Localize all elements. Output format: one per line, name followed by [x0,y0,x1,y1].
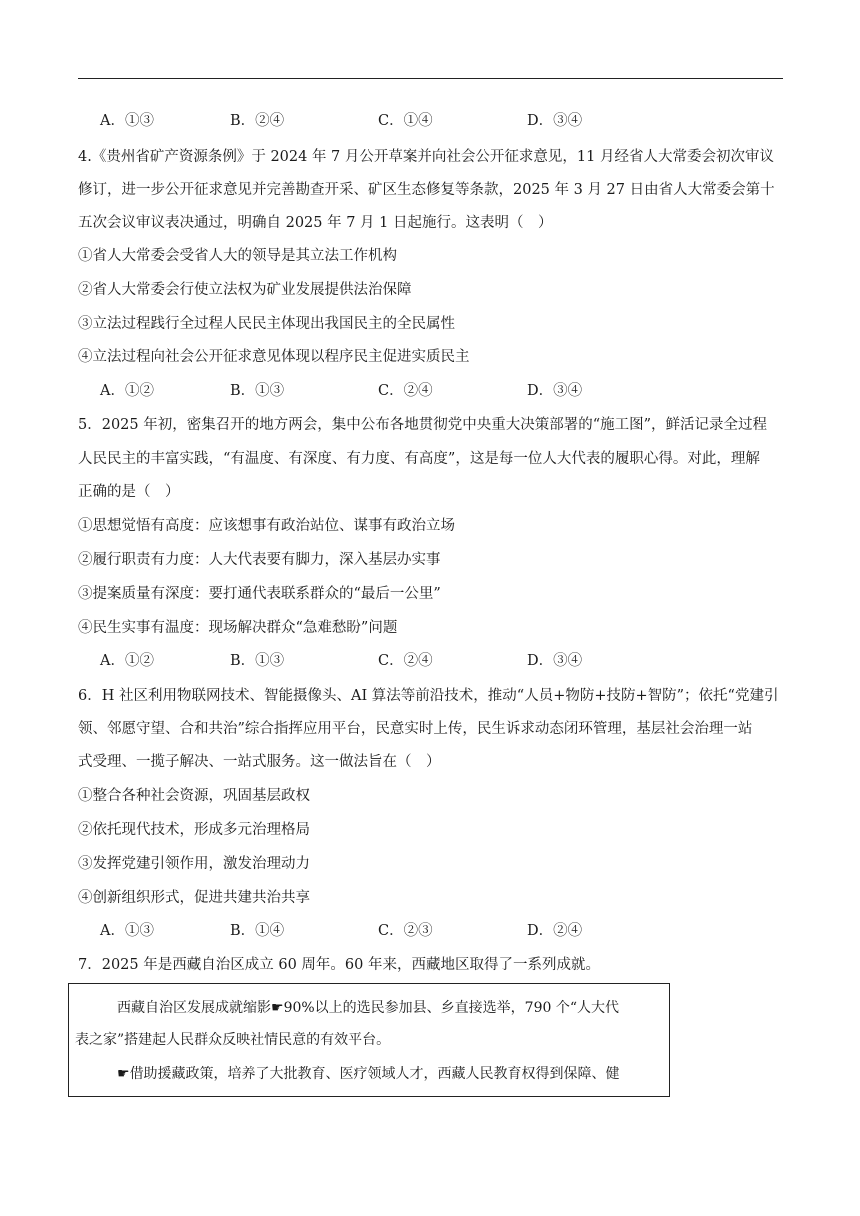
q4-item-4: ④立法过程向社会公开征求意见体现以程序民主促进实质民主 [78,349,470,365]
q6-stem-line-1: 6．H 社区利用物联网技术、智能摄像头、AI 算法等前沿技术，推动“人员+物防+技防+智防”；依托“党建引 [78,688,779,704]
q7-material-box [68,983,670,1097]
pointing-hand-icon: ☛ [271,1000,284,1016]
q6-stem-line-3: 式受理、一揽子解决、一站式服务。这一做法旨在（ ） [78,754,441,770]
q5-stem-line-1: 5．2025 年初，密集召开的地方两会，集中公布各地贯彻党中央重大决策部署的“施工图”，鲜活记录全过程 [78,417,768,433]
q6-option-d[interactable]: D．②④ [527,923,583,939]
q5-option-b[interactable]: B．①③ [230,653,285,669]
q4-option-a[interactable]: A．①② [100,383,154,399]
q5-item-2: ②履行职责有力度：人大代表要有脚力，深入基层办实事 [78,552,441,568]
q4-stem-line-1: 4.《贵州省矿产资源条例》于 2024 年 7 月公开草案并向社会公开征求意见，11 月经省人大常委会初次审议 [78,149,774,165]
q3-option-b[interactable]: B．②④ [230,113,285,129]
q5-stem-line-2: 人民民主的丰富实践，“有温度、有深度、有力度、有高度”，这是每一位人大代表的履职心得。对此，理解 [78,451,760,467]
q6-stem-line-2: 领、邻愿守望、合和共治”综合指挥应用平台，民意实时上传，民生诉求动态闭环管理，基层社会治理一站 [78,721,753,737]
q7-box-text-1: 90%以上的选民参加县、乡直接选举，790 个“人大代 [283,1000,620,1016]
q3-option-d[interactable]: D．③④ [527,113,583,129]
q4-option-d[interactable]: D．③④ [527,383,583,399]
q3-option-a[interactable]: A．①③ [100,113,154,129]
q3-option-c[interactable]: C．①④ [378,113,433,129]
q5-item-1: ①思想觉悟有高度：应该想事有政治站位、谋事有政治立场 [78,518,455,534]
header-rule [78,78,783,79]
q5-stem-line-3: 正确的是（ ） [78,484,180,500]
q5-item-3: ③提案质量有深度：要打通代表联系群众的“最后一公里” [78,586,441,602]
q6-item-2: ②依托现代技术，形成多元治理格局 [78,822,310,838]
q6-item-4: ④创新组织形式，促进共建共治共享 [78,890,310,906]
q7-box-line-3 [117,1064,620,1084]
q5-item-4: ④民生实事有温度：现场解决群众“急难愁盼”问题 [78,620,398,636]
q4-item-1: ①省人大常委会受省人大的领导是其立法工作机构 [78,248,397,264]
q7-box-line-1 [117,998,619,1018]
q6-option-b[interactable]: B．①④ [230,923,285,939]
q6-item-1: ①整合各种社会资源，巩固基层政权 [78,788,310,804]
q5-option-d[interactable]: D．③④ [527,653,583,669]
q7-stem: 7．2025 年是西藏自治区成立 60 周年。60 年来，西藏地区取得了一系列成就。 [78,957,600,973]
q7-box-line-2: 表之家”搭建起人民群众反映社情民意的有效平台。 [75,1032,391,1048]
q6-option-c[interactable]: C．②③ [378,923,433,939]
q4-option-b[interactable]: B．①③ [230,383,285,399]
pointing-hand-icon: ☛ [117,1066,130,1082]
q4-item-2: ②省人大常委会行使立法权为矿业发展提供法治保障 [78,282,412,298]
q4-stem-line-3: 五次会议审议表决通过，明确自 2025 年 7 月 1 日起施行。这表明（ ） [78,215,553,231]
q4-option-c[interactable]: C．②④ [378,383,433,399]
q6-option-a[interactable]: A．①③ [100,923,154,939]
q5-option-a[interactable]: A．①② [100,653,154,669]
q6-item-3: ③发挥党建引领作用，激发治理动力 [78,856,310,872]
q7-box-text-3: 借助援藏政策，培养了大批教育、医疗领域人才，西藏人民教育权得到保障、健 [129,1066,620,1082]
q4-stem-line-2: 修订，进一步公开征求意见并完善勘查开采、矿区生态修复等条款，2025 年 3 月 27 日由省人大常委会第十 [78,182,775,198]
q7-box-heading: 西藏自治区发展成就缩影 [117,1000,271,1016]
q5-option-c[interactable]: C．②④ [378,653,433,669]
q4-item-3: ③立法过程践行全过程人民民主体现出我国民主的全民属性 [78,316,455,332]
